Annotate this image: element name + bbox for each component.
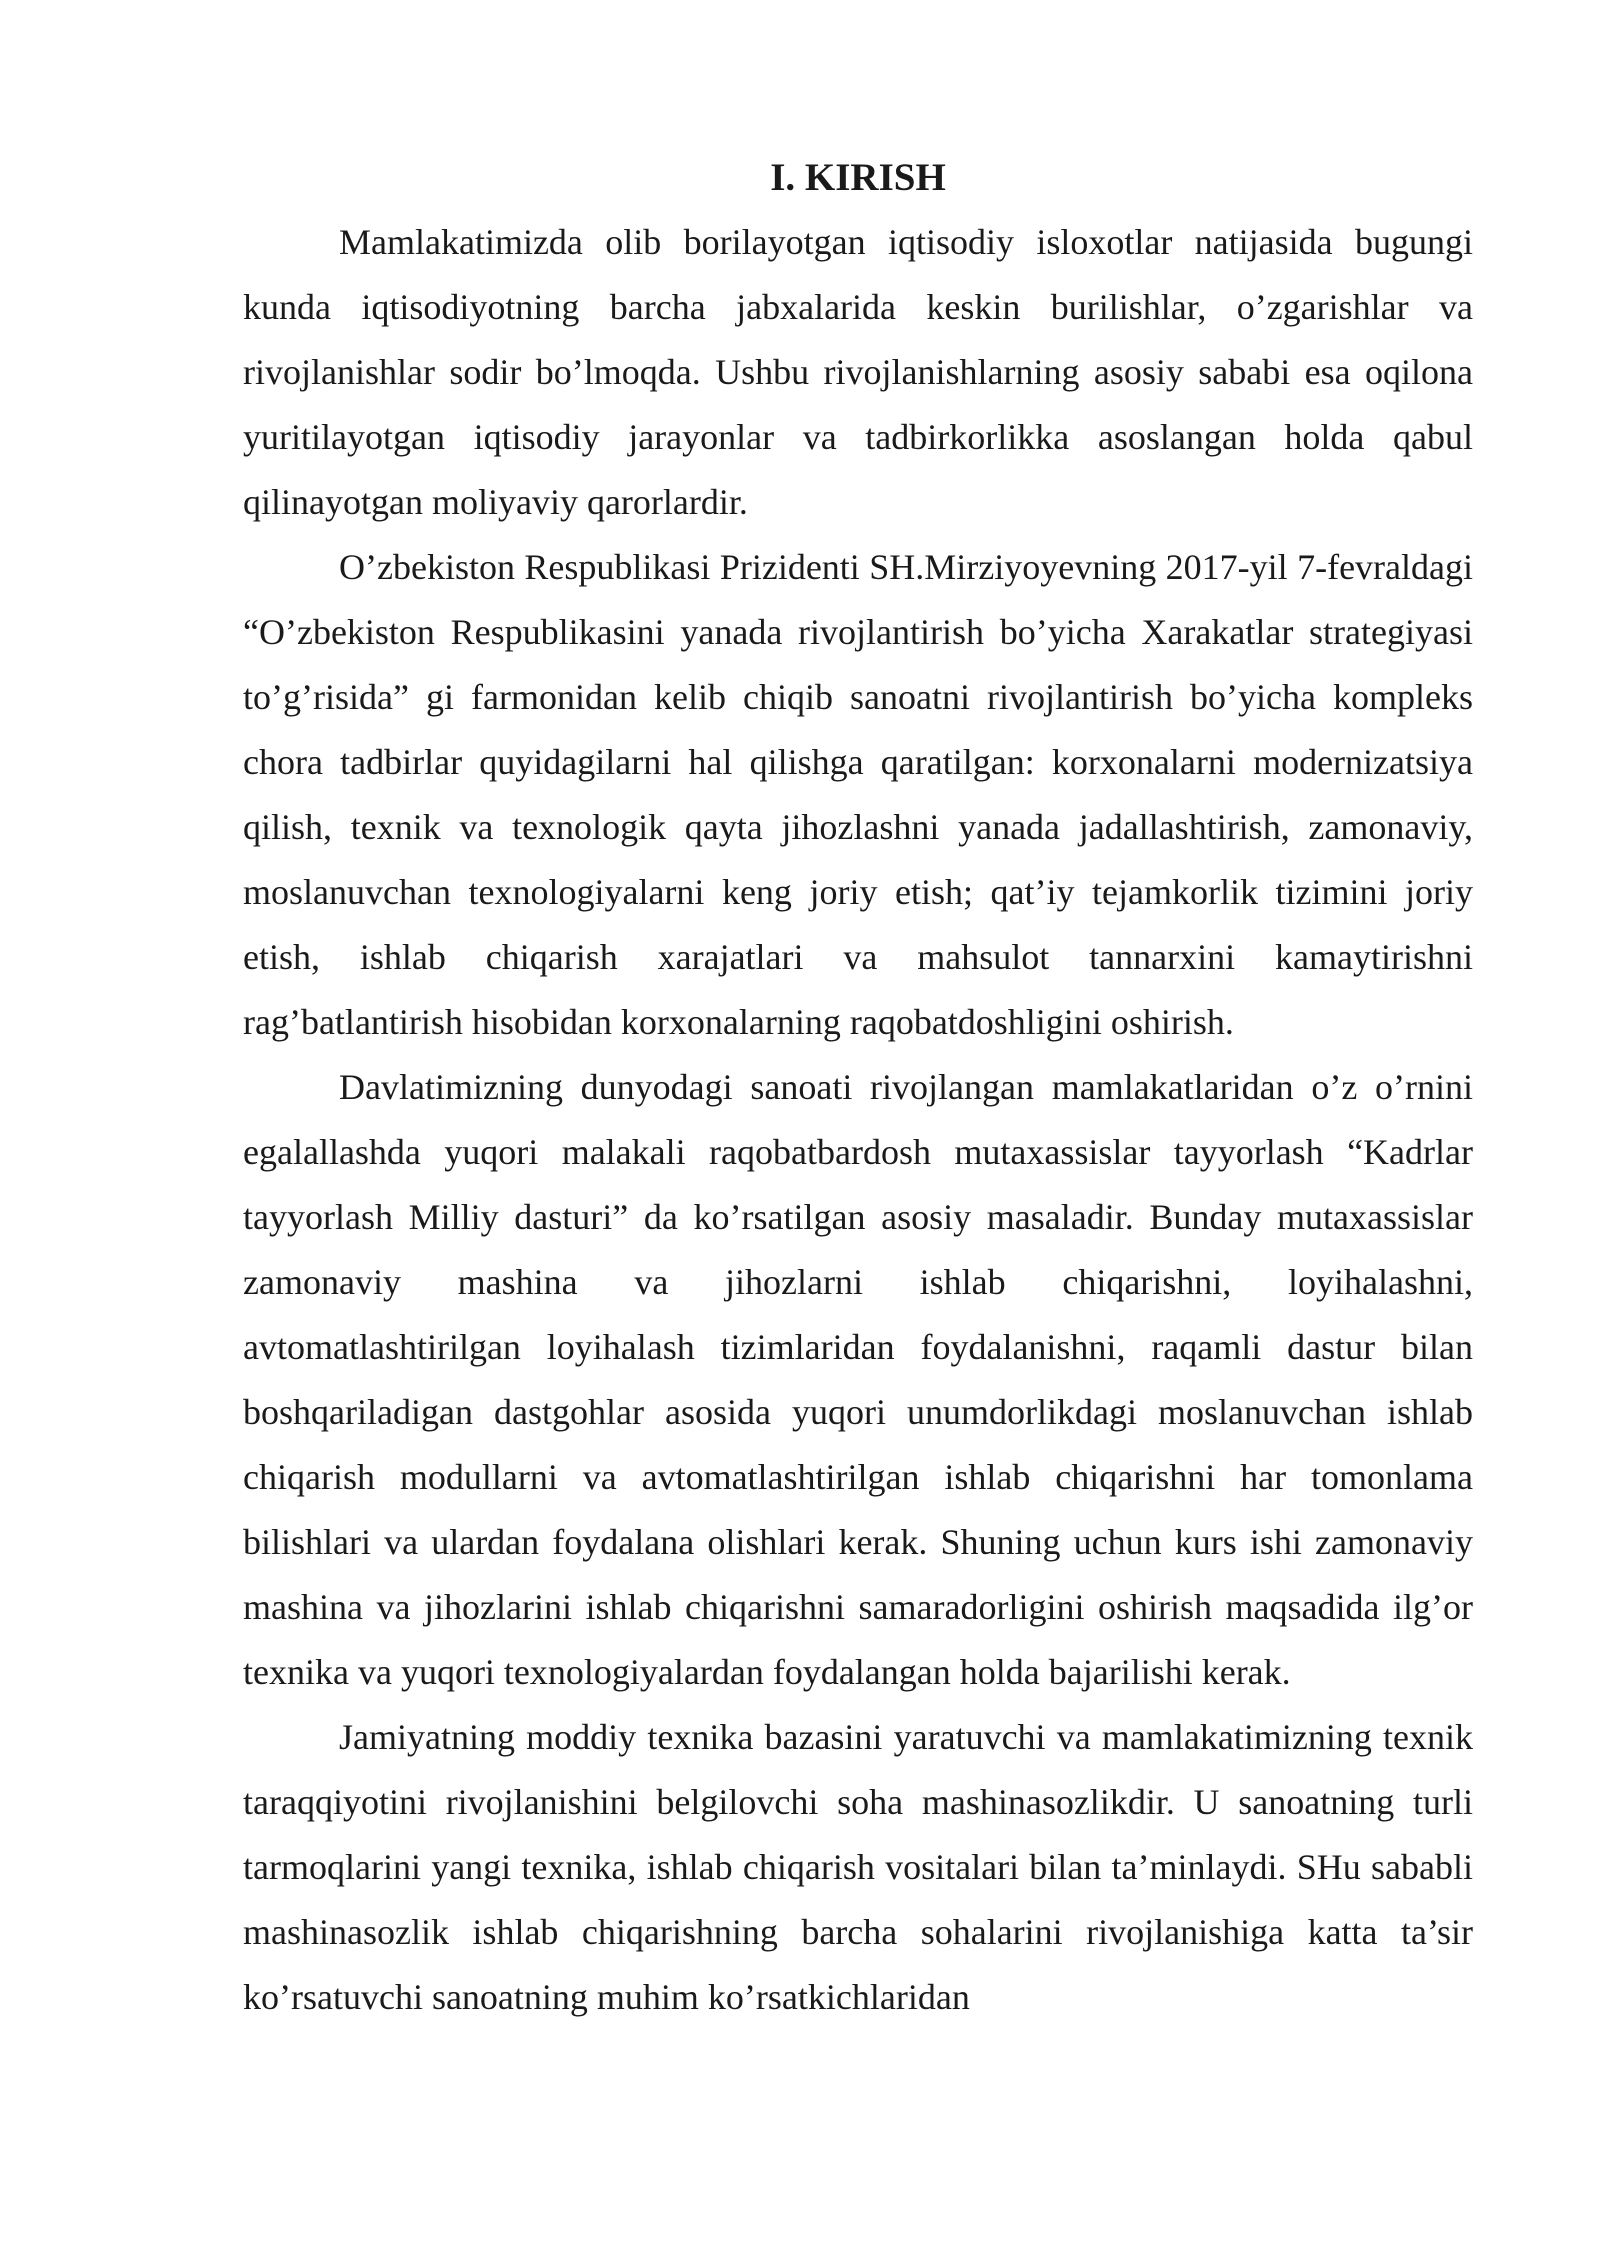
document-body — [243, 148, 1473, 2030]
paragraph-3: Davlatimizning dunyodagi sanoati rivojlangan mamlakatlaridan o’z o’rnini egalallashda yuqori malakali raqobatbardosh mutaxassislar tayyorlash “Kadrlar tayyorlash Milliy dasturi” da ko’rsatilgan asosiy masaladir. Bunday mutaxassislar zamonaviy mashina va jihozlarni ishlab chiqarishni, loyihalashni, avtomatlashtirilgan loyihalash tizimlaridan foydalanishni, raqamli dastur bilan boshqariladigan dastgohlar asosida yuqori unumdorlikdagi moslanuvchan ishlab chiqarish modullarni va avtomatlashtirilgan ishlab chiqarishni har tomonlama bilishlari va ulardan foydalana olishlari kerak. Shuning uchun kurs ishi zamonaviy mashina va jihozlarini ishlab chiqarishni samaradorligini oshirish maqsadida ilg’or texnika va yuqori texnologiyalardan foydalangan holda bajarilishi kerak. — [243, 1067, 1473, 1692]
section-heading: I. KIRISH — [770, 156, 946, 199]
paragraph-1: Mamlakatimizda olib borilayotgan iqtisodiy isloxotlar natijasida bugungi kunda iqtisodiyotning barcha jabxalarida keskin burilishlar, o’zgarishlar va rivojlanishlar sodir bo’lmoqda. Ushbu rivojlanishlarning asosiy sababi esa oqilona yuritilayotgan iqtisodiy jarayonlar va tadbirkorlikka asoslangan holda qabul qilinayotgan moliyaviy qarorlardir. — [243, 222, 1473, 522]
paragraph-4: Jamiyatning moddiy texnika bazasini yaratuvchi va mamlakatimizning texnik taraqqiyotini rivojlanishini belgilovchi soha mashinasozlikdir. U sanoatning turli tarmoqlarini yangi texnika, ishlab chiqarish vositalari bilan ta’minlaydi. SHu sababli mashinasozlik ishlab chiqarishning barcha sohalarini rivojlanishiga katta ta’sir ko’rsatuvchi sanoatning muhim ko’rsatkichlaridan — [243, 1717, 1473, 2017]
paragraph-2: O’zbekiston Respublikasi Prizidenti SH.Mirziyoyevning 2017-yil 7-fevraldagi “O’zbekiston Respublikasini yanada rivojlantirish bo’yicha Xarakatlar strategiyasi to’g’risida” gi farmonidan kelib chiqib sanoatni rivojlantirish bo’yicha kompleks chora tadbirlar quyidagilarni hal qilishga qaratilgan: korxonalarni modernizatsiya qilish, texnik va texnologik qayta jihozlashni yanada jadallashtirish, zamonaviy, moslanuvchan texnologiyalarni keng joriy etish; qat’iy tejamkorlik tizimini joriy etish, ishlab chiqarish xarajatlari va mahsulot tannarxini kamaytirishni rag’batlantirish hisobidan korxonalarning raqobatdoshligini oshirish. — [243, 547, 1473, 1042]
